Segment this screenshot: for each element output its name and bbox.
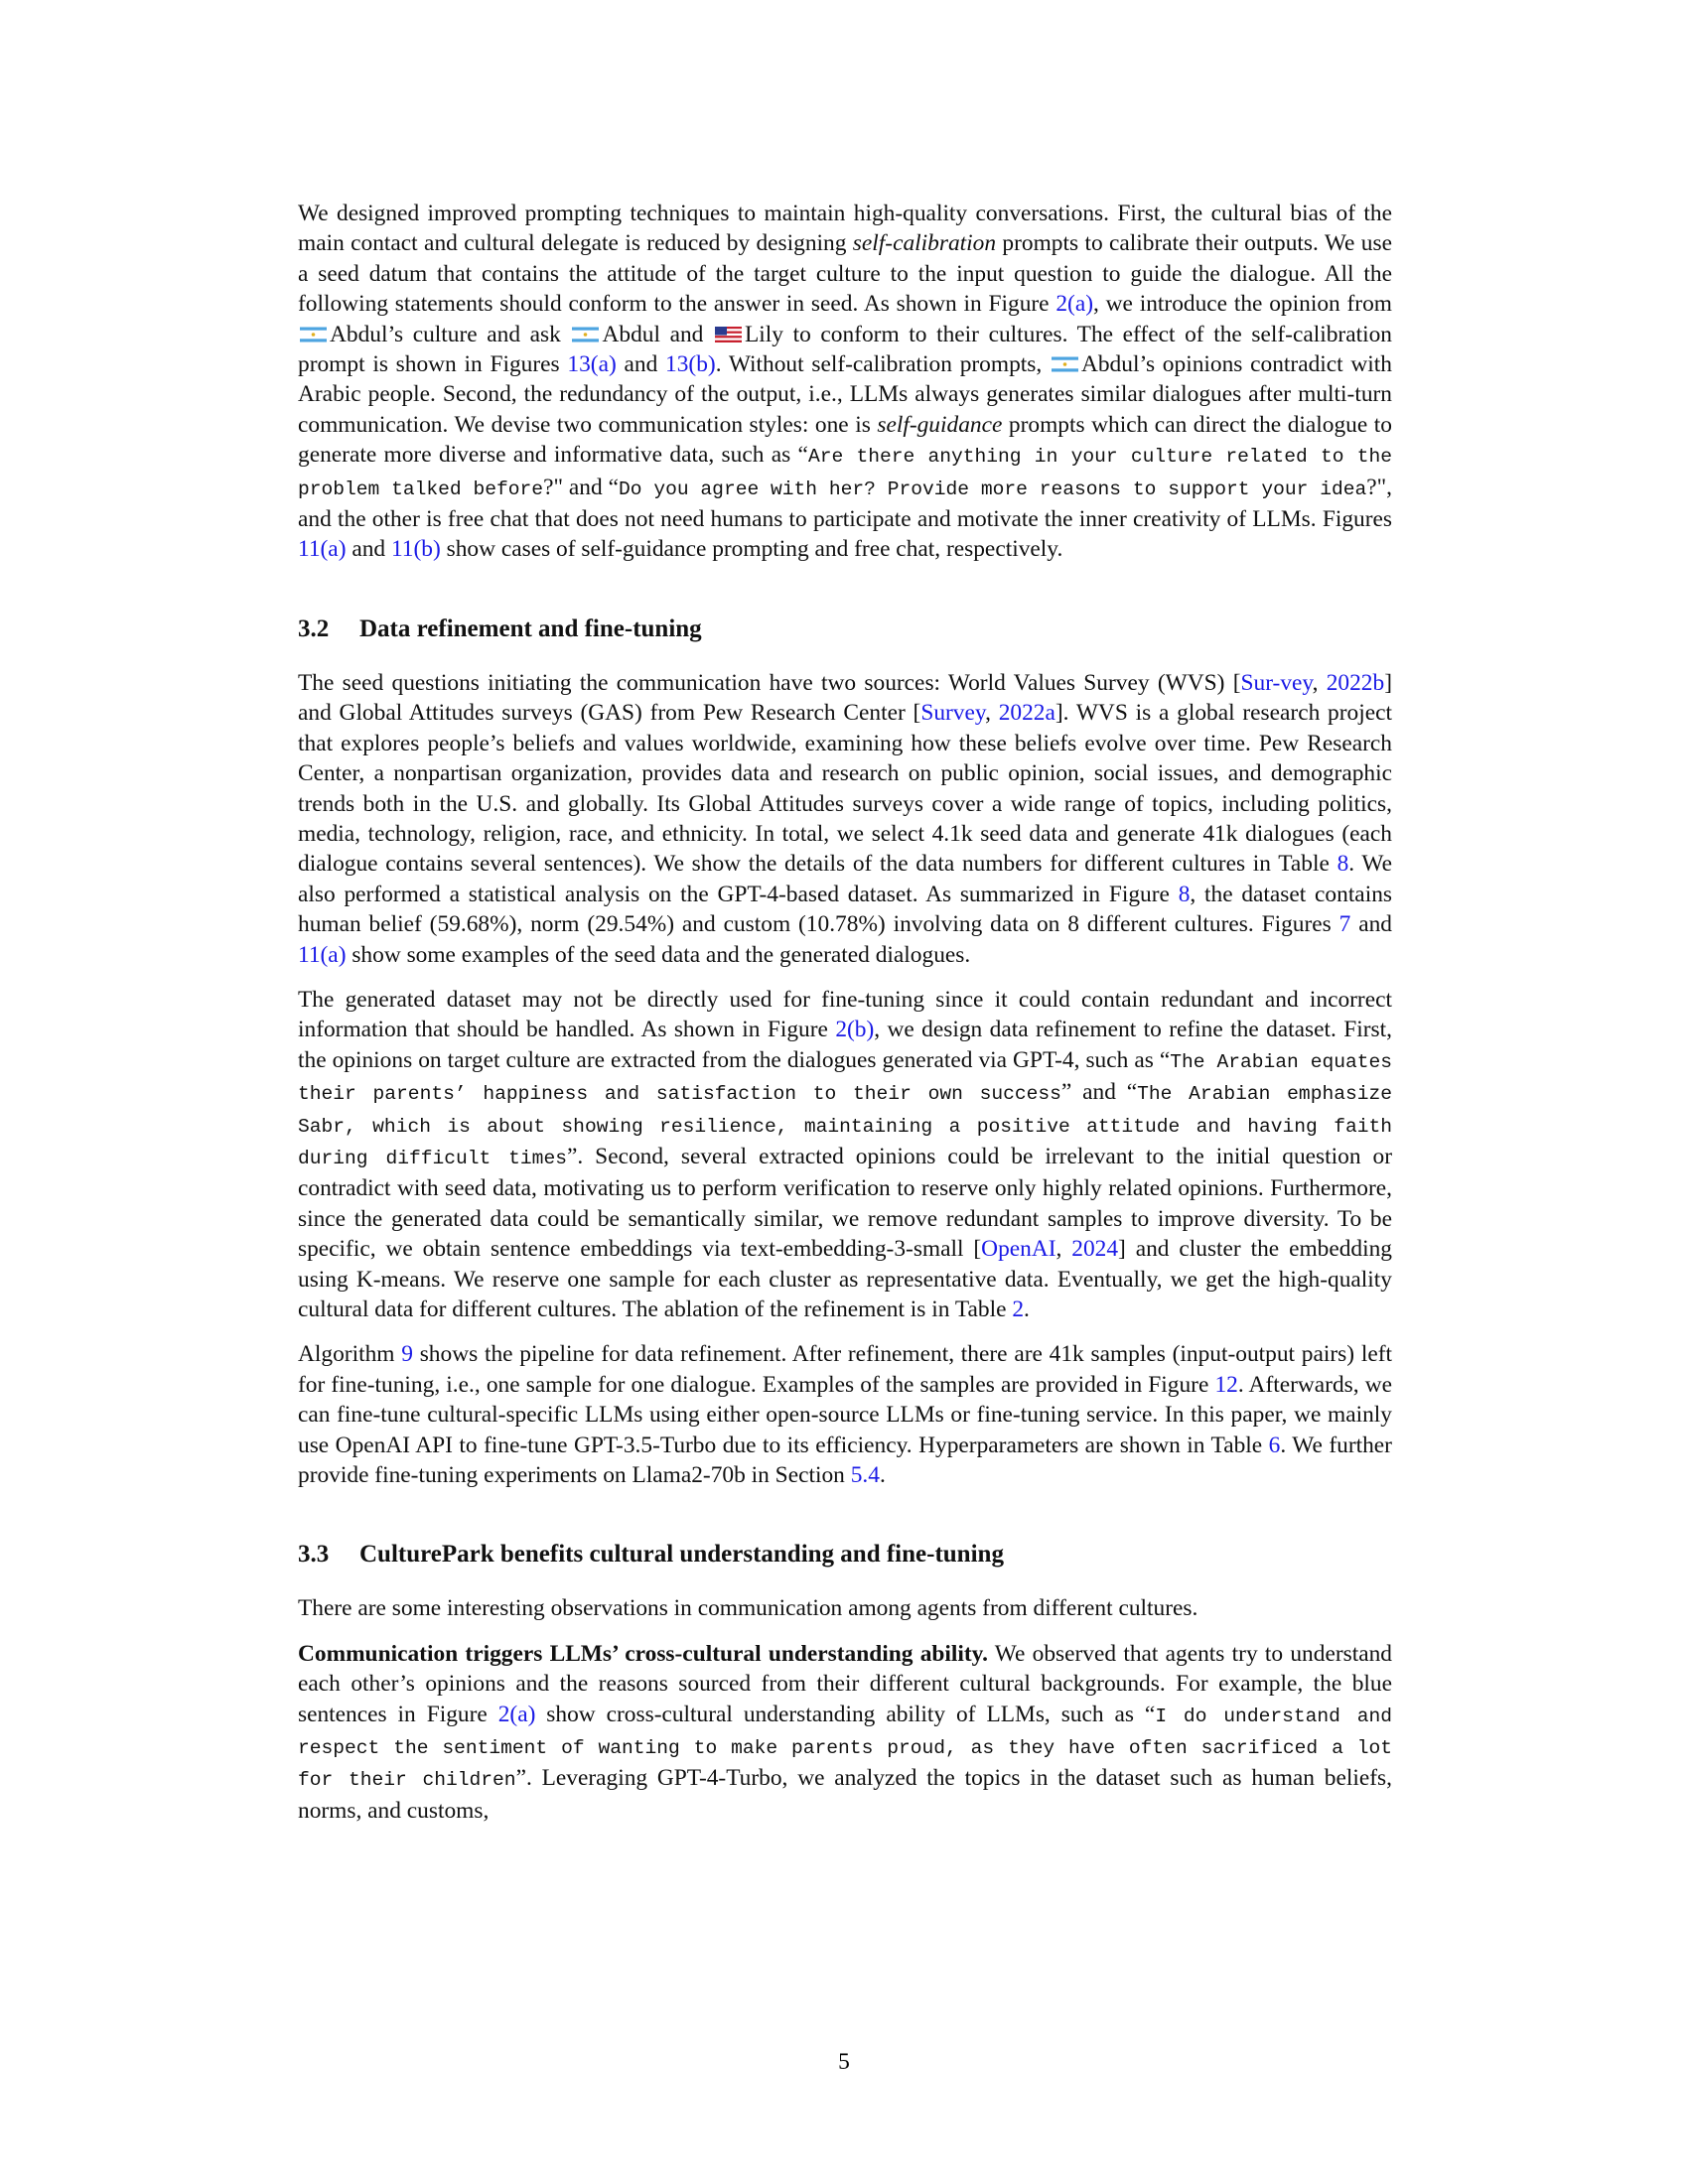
cross-reference-link[interactable]: 2	[1012, 1297, 1025, 1322]
cross-reference-link[interactable]: Sur-vey	[1240, 669, 1313, 696]
cross-reference-link[interactable]: 13(b)	[665, 351, 716, 378]
text-run: and	[346, 536, 391, 563]
text-run: , we introduce the opinion from	[1093, 291, 1392, 318]
cross-reference-link[interactable]: Survey	[920, 700, 986, 727]
text-run: show some examples of the seed data and the generated dialogues.	[346, 941, 971, 968]
emphasis-term: self-guidance	[877, 411, 1003, 438]
text-run: ,	[1312, 669, 1327, 696]
text-run: The seed questions initiating the communication have two sources: World Values Survey (WVS) [	[298, 669, 1241, 696]
paragraph	[298, 199, 1392, 565]
text-run: . We also performed a statistical analysis on the GPT-4-based dataset. As summarized in Figure	[298, 851, 1392, 907]
paragraph	[298, 1593, 1392, 1623]
text-run: , we design data refinement to refine the dataset. First, the opinions on target culture are extracted from the dialogues generated via GPT-4, such as “	[298, 1017, 1392, 1073]
cross-reference-link[interactable]: 2022b	[1326, 669, 1385, 696]
text-run: We designed improved prompting techniques to maintain high-quality conversations. First, the cultural bias of the main contact and cultural delegate is reduced by designing	[298, 201, 1392, 257]
text-run: Abdul’s culture and ask	[330, 321, 571, 347]
cross-reference-link[interactable]: 2024	[1071, 1236, 1119, 1263]
text-run: prompts which can direct the dialogue to generate more diverse and informative data, such as “	[298, 411, 1392, 469]
text-run: The generated dataset may not be directly used for fine-tuning since it could contain redundant and incorrect information that should be handled. As shown in Figure	[298, 986, 1392, 1043]
cross-reference-link[interactable]: 11(b)	[390, 536, 441, 563]
paragraph	[298, 985, 1392, 1324]
text-run: Abdul and	[602, 321, 713, 347]
cross-reference-link[interactable]: 7	[1338, 911, 1351, 938]
text-run: . Afterwards, we can fine-tune cultural-specific LLMs using either open-source LLMs or fine-tuning service. In this paper, we mainly use OpenAI API to fine-tune GPT-3.5-Turbo due to its efficiency. Hyperparameters are shown in Table	[298, 1371, 1393, 1458]
text-run: ,	[1055, 1236, 1072, 1263]
text-run: and	[1350, 911, 1392, 938]
text-run: show cases of self-guidance prompting and free chat, respectively.	[440, 536, 1063, 563]
cross-reference-link[interactable]: 13(a)	[567, 351, 617, 378]
text-run: .	[879, 1462, 886, 1489]
section-number: 3.3	[298, 1541, 330, 1569]
text-run: ,	[985, 700, 999, 727]
cross-reference-link[interactable]: 2022a	[998, 700, 1055, 727]
arab-flag-icon	[572, 327, 599, 342]
paragraph	[298, 1639, 1392, 1826]
text-run: , the dataset contains human belief (59.68%), norm (29.54%) and custom (10.78%) involving data on 8 different cultures. Figures	[298, 881, 1392, 938]
text-run: Abdul’s opinions contradict with Arabic people. Second, the redundancy of the output, i.e., LLMs always generates similar dialogues after multi-turn communication. We devise two communication styles: one is	[298, 351, 1392, 438]
section-heading-3-3	[298, 1540, 1392, 1570]
paragraph	[298, 1339, 1392, 1490]
cross-reference-link[interactable]: 2(b)	[835, 1017, 875, 1043]
section-heading-3-2	[298, 614, 1392, 644]
quoted-prompt: The Arabian equates their parents’ happiness and satisfaction to their own success	[298, 1050, 1393, 1106]
quoted-prompt: Are there anything in your culture related to the problem talked before	[298, 446, 1392, 500]
text-run: prompts to calibrate their outputs. We use a seed datum that contains the attitude of the target culture to the input question to guide the dialogue. All the following statements should conform to the answer in seed. As shown in Figure	[298, 230, 1392, 318]
text-run: ?" and “	[543, 474, 619, 500]
paragraph	[298, 668, 1392, 970]
text-run: and	[616, 351, 666, 378]
quoted-prompt: I do understand and respect the sentiment of wanting to make parents proud, as they have often sacrificed a lot for their children	[298, 1705, 1393, 1792]
text-run: ”. Leveraging GPT-4-Turbo, we analyzed the topics in the dataset such as human beliefs, norms, and customs,	[298, 1765, 1392, 1824]
arab-flag-icon	[1052, 356, 1078, 372]
cross-reference-link[interactable]: 5.4	[850, 1462, 880, 1489]
us-flag-icon	[715, 327, 742, 342]
cross-reference-link[interactable]: 8	[1336, 851, 1349, 878]
cross-reference-link[interactable]: OpenAI	[981, 1236, 1056, 1263]
text-run: show cross-cultural understanding ability of LLMs, such as “	[535, 1701, 1156, 1727]
cross-reference-link[interactable]: 2(a)	[1055, 291, 1094, 318]
paper-page	[298, 199, 1392, 1841]
text-run: Lily to conform to their cultures. The effect of the self-calibration prompt is shown in Figures	[298, 321, 1392, 378]
text-run: ?", and the other is free chat that does not need humans to participate and motivate the inner creativity of LLMs. Figures	[298, 474, 1393, 533]
run-in-heading: Communication triggers LLMs’ cross-cultural understanding ability.	[298, 1640, 988, 1667]
cross-reference-link[interactable]: 11(a)	[298, 941, 347, 968]
text-run: ] and cluster the embedding using K-means. We reserve one sample for each cluster as representative data. Eventually, we get the high-quality cultural data for different cultures. The ablation of the refinement is in Table	[298, 1236, 1392, 1322]
cross-reference-link[interactable]: 2(a)	[497, 1701, 536, 1727]
emphasis-term: self-calibration	[852, 230, 997, 257]
text-run: ]. WVS is a global research project that explores people’s beliefs and values worldwide, examining how these beliefs evolve over time. Pew Research Center, a nonpartisan organization, provides data and research on public opinion, social issues, and demographic trends both in the U.S. and globally. Its Global Attitudes surveys cover a wide range of topics, including politics, media, technology, religion, race, and ethnicity. In total, we select 4.1k seed data and generate 41k dialogues (each dialogue contains several sentences). We show the details of the data numbers for different cultures in Table	[298, 700, 1392, 878]
text-run: shows the pipeline for data refinement. After refinement, there are 41k samples (input-output pairs) left for fine-tuning, i.e., one sample for one dialogue. Examples of the samples are provided in Figure	[298, 1341, 1392, 1398]
section-title: Data refinement and fine-tuning	[359, 614, 702, 642]
section-title: CulturePark benefits cultural understanding and fine-tuning	[359, 1541, 1004, 1569]
text-run: There are some interesting observations in communication among agents from different cultures.	[298, 1595, 1198, 1622]
text-run: .	[1024, 1297, 1030, 1322]
text-run: . We further provide fine-tuning experiments on Llama2-70b in Section	[298, 1432, 1392, 1489]
quoted-prompt: The Arabian emphasize Sabr, which is about showing resilience, maintaining a positive attitude and having faith during difficult times	[298, 1083, 1393, 1169]
cross-reference-link[interactable]: 6	[1268, 1432, 1281, 1458]
text-run: Algorithm	[298, 1341, 402, 1368]
cross-reference-link[interactable]: 12	[1214, 1371, 1238, 1398]
page-number: 5	[838, 2049, 850, 2075]
cross-reference-link[interactable]: 9	[401, 1341, 413, 1368]
text-run: ” and “	[1060, 1079, 1138, 1106]
arab-flag-icon	[300, 327, 327, 342]
cross-reference-link[interactable]: 11(a)	[298, 536, 347, 563]
section-number: 3.2	[298, 614, 330, 642]
text-run: We observed that agents try to understand each other’s opinions and the reasons sourced from their different cultural backgrounds. For example, the blue sentences in Figure	[298, 1640, 1392, 1727]
text-run: ”. Second, several extracted opinions could be irrelevant to the initial question or contradict with seed data, motivating us to perform verification to reserve only highly related opinions. Furthermore, since the generated data could be semantically similar, we remove redundant samples to improve diversity. To be specific, we obtain sentence embeddings via text-embedding-3-small [	[298, 1143, 1392, 1263]
text-run: ] and Global Attitudes surveys (GAS) from Pew Research Center [	[298, 669, 1392, 727]
quoted-prompt: Do you agree with her? Provide more reasons to support your idea	[618, 478, 1367, 500]
cross-reference-link[interactable]: 8	[1178, 881, 1191, 907]
text-run: . Without self-calibration prompts,	[715, 351, 1050, 378]
